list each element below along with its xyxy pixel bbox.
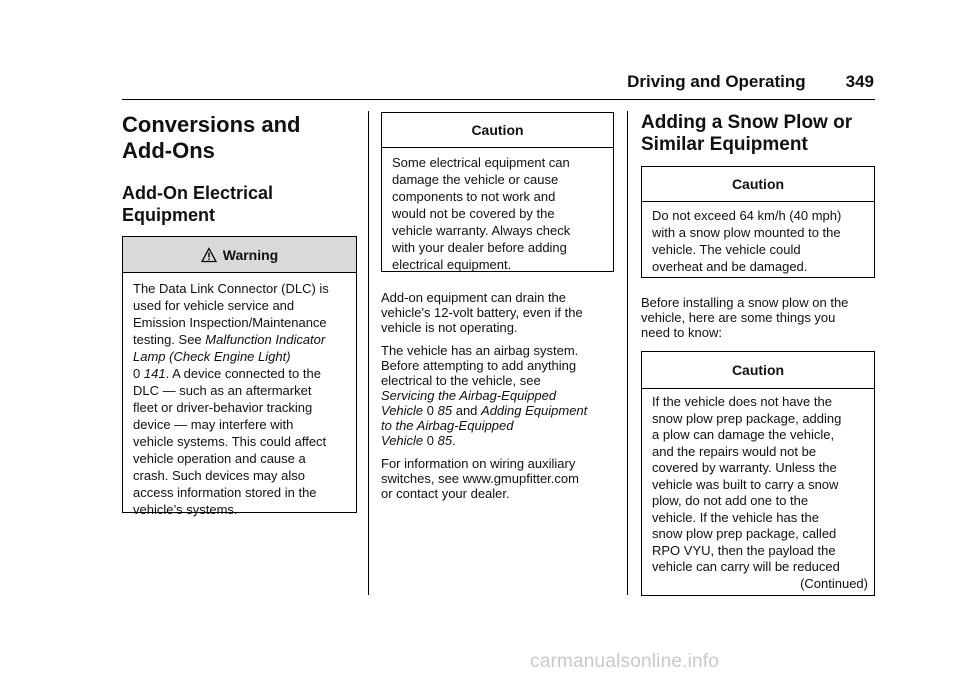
page-ref-85-b[interactable]: 85 [437,433,453,448]
page-ref-icon: 0 [426,433,435,448]
column-3 [641,112,876,596]
caution-label: Caution [471,122,524,138]
section-heading: Conversions and Add-Ons [122,112,301,163]
warning-box [122,236,357,517]
caution-header [642,352,874,389]
paragraph-snow-plow: Before installing a snow plow on the vehicle, here are some things you need to know: [641,295,849,340]
watermark-text: carmanualsonline.info [530,651,720,672]
subsection-heading: Add-On Electrical Equipment [122,183,274,225]
paragraph-wiring: For information on wiring auxiliary switches, see www.gmupfitter.com or contact your dealer. [381,456,579,501]
warning-text: The Data Link Connector (DLC) is used for vehicle service and Emission Inspection/Maintenance testing. See Malfunction Indicator Lamp (Check Engine Light) 0 141. A device connected to the DLC — such as an aftermarket fleet or driver-behavior tracking device — may interfere with vehicle systems. This could affect vehicle operation and cause a crash. Such devices may also access information stored in the vehicle’s systems. [133,281,329,517]
link-malfunction-indicator[interactable]: Malfunction Indicator [205,332,326,347]
warning-label: Warning [222,246,279,263]
page-number: 349 [845,72,874,91]
continued-label: (Continued) [800,575,868,591]
caution-label: Caution [731,176,785,192]
caution-header [382,113,613,148]
page-ref-141[interactable]: 141 [143,366,166,381]
column-divider-1 [368,111,369,595]
link-adding-equipment[interactable]: Adding Equipment [481,403,588,418]
column-2 [381,112,614,501]
page-ref-85[interactable]: 85 [437,403,453,418]
page-ref-icon: 0 [426,403,435,418]
caution-box-2 [641,166,875,278]
caution-label: Caution [731,362,785,378]
caution-box-3 [641,351,875,596]
caution-box-1 [381,112,614,272]
caution-header [642,167,874,202]
header-rule [122,99,875,100]
column-1 [122,112,357,517]
section-title: Driving and Operating [627,72,806,91]
caution-text: Some electrical equipment can damage the vehicle or cause components to not work and would not be covered by the vehicle warranty. Always check with your dealer before adding electrical equipment. [392,155,571,272]
caution-text: Do not exceed 64 km/h (40 mph) with a snow plow mounted to the vehicle. The vehicle could overheat and be damaged. [652,208,842,274]
paragraph-airbag: The vehicle has an airbag system. Before attempting to add anything electrical to the vehicle, see Servicing the Airbag-Equipped Vehicle 0 85 and Adding Equipment to the Airbag-Equipped Vehicle 0 85. [381,343,588,448]
warning-header [123,237,356,273]
page-ref-icon: 0 [133,366,141,381]
section-heading-snow-plow: Adding a Snow Plow or Similar Equipment [641,112,853,155]
paragraph-battery: Add-on equipment can drain the vehicle's 12-volt battery, even if the vehicle is not operating. [381,290,583,335]
link-servicing-airbag[interactable]: Servicing the Airbag-Equipped [381,388,557,403]
running-header [627,72,874,92]
warning-icon [201,247,217,263]
caution-text: If the vehicle does not have the snow plow prep package, adding a plow can damage the vehicle, and the repairs would not be covered by warranty. Unless the vehicle was built to carry a snow plow, do not add one to the vehicle. If the vehicle has the snow plow prep package, called RPO VYU, then the payload the vehicle can carry will be reduced (Continued) [652,394,868,591]
column-divider-2 [627,111,628,595]
